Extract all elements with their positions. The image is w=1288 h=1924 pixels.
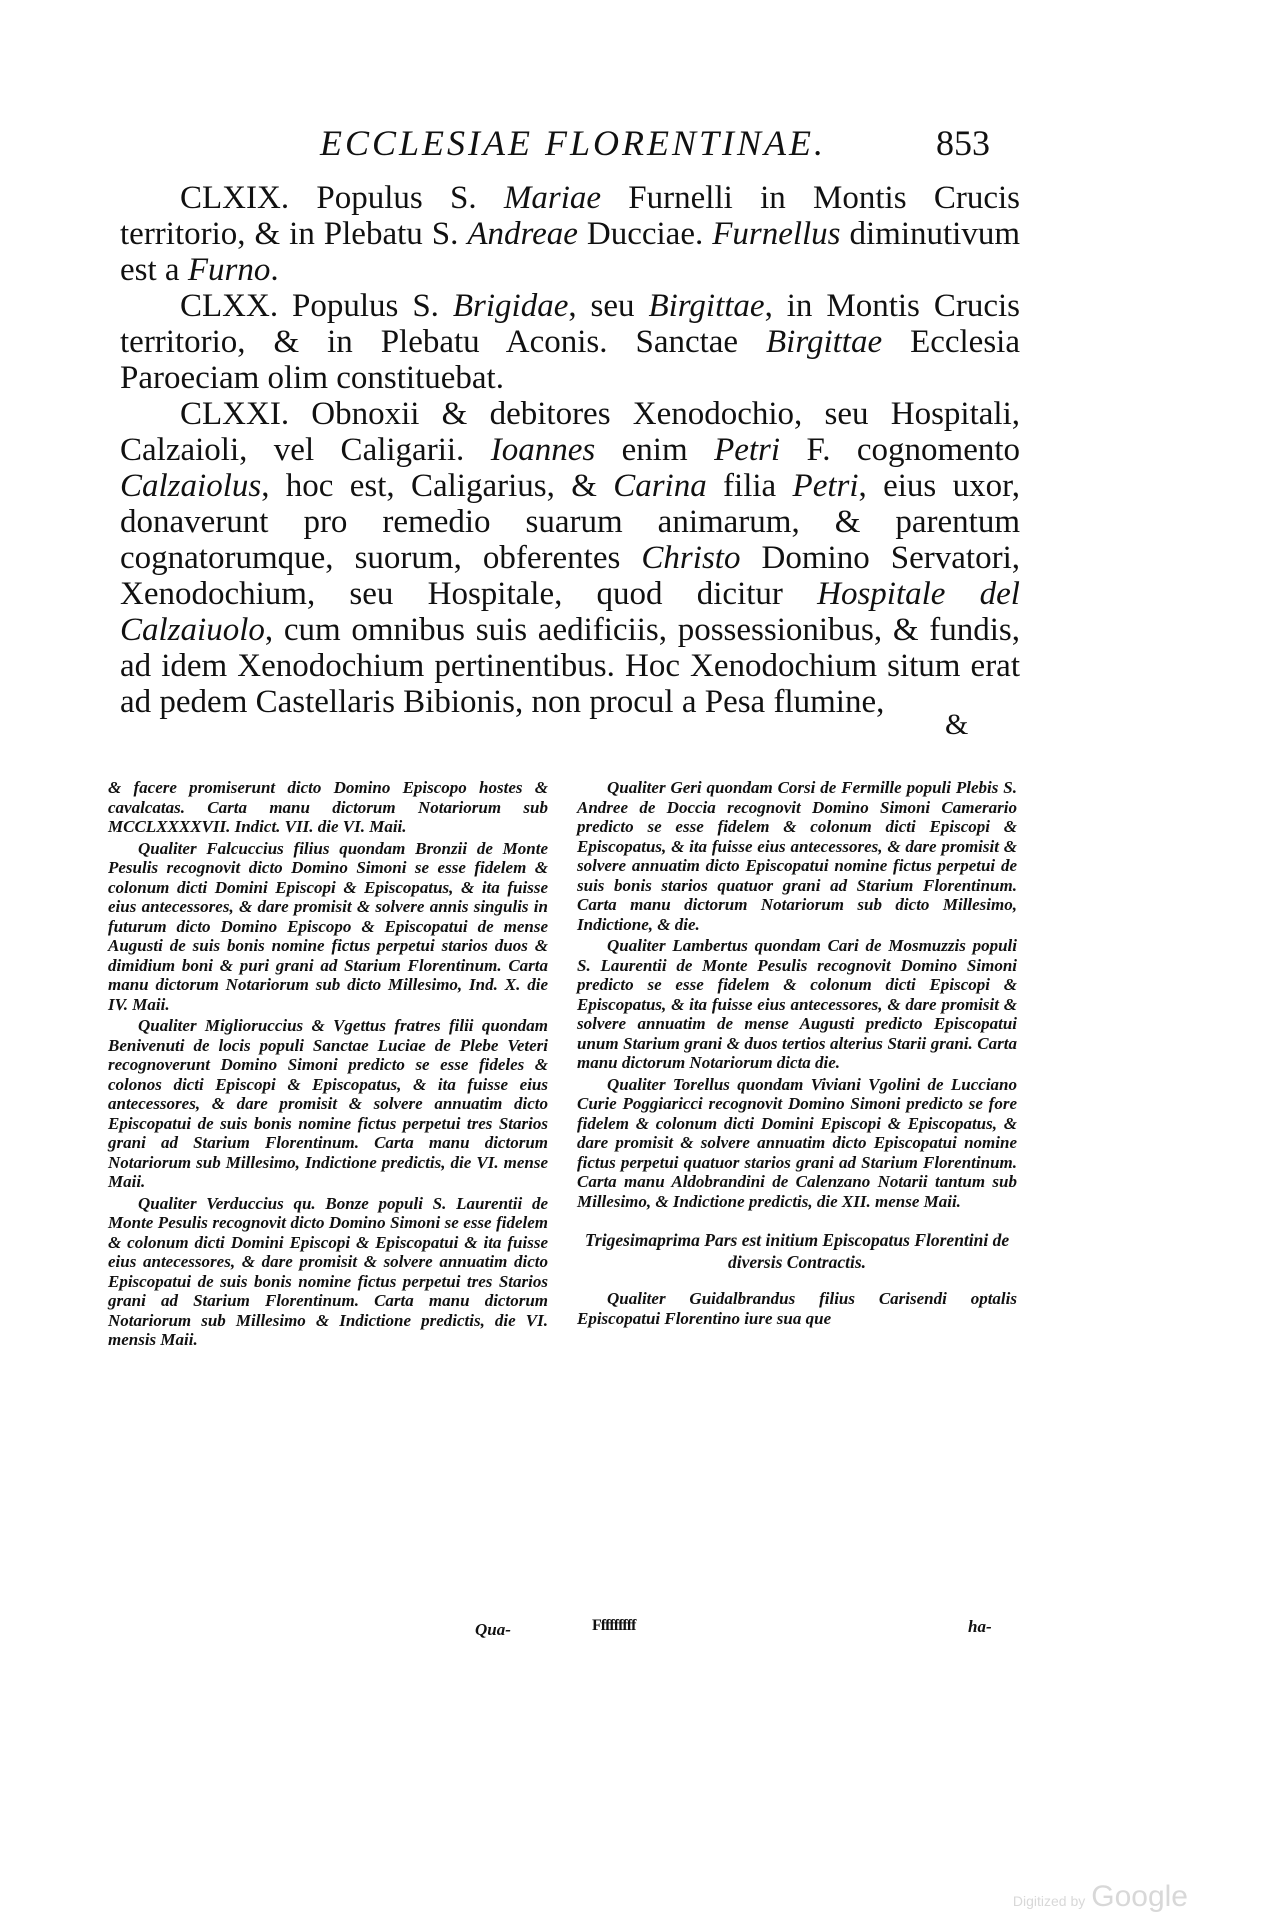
- italic-term: Petri: [792, 468, 859, 504]
- left-note-paragraph: Qualiter Falcuccius filius quondam Bronzii de Monte Pesulis recognovit dicto Domino Simoni se esse fidelem & colonum dicti Domini Episcopi & Episcopatus, & ita fuisse eius antecessores, & dare promisit & solvere annis singulis in futurum dicto Domino Episcopo & Episcopatui de mense Augusti de suis bonis nomine fictus perpetui starios duos & dimidium boni & puri grani ad Starium Florentinum. Carta manu dictorum Notariorum sub dicto Millesimo, Ind. X. die IV. Maii.: [108, 838, 548, 1014]
- watermark-prefix: Digitized by: [1012, 1893, 1086, 1909]
- left-note-paragraph: & facere promiserunt dicto Domino Episcopo hostes & cavalcatas. Carta manu dictorum Notariorum sub MCCLXXXXVII. Indict. VII. die VI. Maii.: [108, 778, 548, 836]
- text-run: Furnelli in Montis Crucis territorio, & in Plebatu S.: [120, 180, 1020, 252]
- text-run: CLXXI. Obnoxii & debitores Xenodochio, seu Hospitali, Calzaioli, vel Caligarii.: [120, 396, 1020, 468]
- italic-term: Petri: [714, 432, 781, 468]
- italic-term: Brigidae: [452, 288, 569, 324]
- right-note-paragraph: Qualiter Guidalbrandus filius Carisendi optalis Episcopatui Florentino iure sua que: [577, 1289, 1017, 1328]
- text-run: , hoc est, Caligarius, &: [261, 468, 614, 504]
- right-note-paragraph: Qualiter Geri quondam Corsi de Fermille populi Plebis S. Andree de Doccia recognovit Domino Simoni Camerario predicto se esse fidelem & colonum dicti Episcopi & Episcopatus, & ita fuisse eius antecessores, & dare promisit & solvere annuatim dicto Episcopatui nomine fictus perpetui de suis bonis starios quatuor grani ad Starium Florentinum. Carta manu dictorum Notariorum sub dicto Millesimo, Indictione, & die.: [577, 778, 1017, 934]
- text-run: , eius uxor, donaverunt pro remedio suarum animarum, & parentum cognatorumque, suorum, obferentes: [120, 468, 1020, 576]
- text-run: , seu: [568, 288, 649, 324]
- entry-clxxi: [120, 396, 1020, 720]
- text-run: F. cognomento: [780, 432, 1021, 468]
- italic-term: Andreae: [467, 216, 578, 252]
- italic-term: Christo: [641, 540, 741, 576]
- text-run: , in Montis Crucis territorio, & in Plebatu Aconis. Sanctae: [120, 288, 1020, 360]
- italic-term: Ioannes: [490, 432, 596, 468]
- page-header: [290, 122, 1000, 172]
- italic-term: Birgittae: [766, 324, 883, 360]
- text-run: , cum omnibus suis aedificiis, possessionibus, & fundis, ad idem Xenodochium pertinentibus. Hoc Xenodochium situm erat ad pedem Castellaris Bibionis, non procul a Pesa flumine,: [120, 612, 1020, 720]
- text-run: enim: [595, 432, 715, 468]
- italic-term: Calzaiolus: [120, 468, 262, 504]
- page-number: 853: [936, 123, 990, 163]
- text-run: Domino Servatori, Xenodochium, seu Hospitale, quod dicitur: [120, 540, 1020, 612]
- main-text: [120, 180, 1020, 720]
- italic-term: Hospitale del Calzaiuolo: [120, 576, 1020, 648]
- entry-clxix: [120, 180, 1020, 288]
- right-bottom-line: Fffffffff: [592, 1617, 636, 1634]
- text-run: .: [270, 252, 279, 288]
- right-catchword: ha-: [968, 1617, 992, 1636]
- left-note-paragraph: Qualiter Miglioruccius & Vgettus fratres filii quondam Benivenuti de locis populi Sanctae Luciae de Plebe Veteri recognoverunt Domino Simoni predicto se esse fideles & colonos dicti Episcopi & Episcopatus, & ita fuisse eius antecessores, & dare promisit & solvere annuatim dicto Episcopatui de suis bonis nomine fictus perpetui tres Starios grani ad Starium Florentinum. Carta manu dictorum Notariorum sub Millesimo, Indictione predictis, die VI. mense Maii.: [108, 1016, 548, 1191]
- left-catchword: Qua-: [475, 1620, 511, 1639]
- text-run: Ducciae.: [577, 216, 713, 252]
- google-logo: Google: [1091, 1880, 1188, 1913]
- italic-term: Mariae: [503, 180, 602, 216]
- text-run: filia: [706, 468, 793, 504]
- italic-term: Birgittae: [648, 288, 765, 324]
- text-run: CLXIX. Populus S.: [180, 180, 504, 216]
- left-note-paragraph: Qualiter Verduccius qu. Bonze populi S. Laurentii de Monte Pesulis recognovit dicto Domino Simoni se esse fidelem & colonum dicti Domini Episcopi & Episcopatui & ita fuisse eius antecessores, & dare promisit & solvere annuatim dicto Episcopatui de suis bonis nomine fictus perpetui tres Starios grani ad Starium Florentinum. Carta manu dictorum Notariorum sub Millesimo & Indictione predictis, die VI. mensis Maii.: [108, 1193, 548, 1349]
- italic-term: Carina: [613, 468, 707, 504]
- main-catchword: &: [945, 708, 969, 741]
- italic-term: Furnellus: [712, 216, 841, 252]
- footnote-column-left: [108, 778, 548, 1352]
- text-run: diminutivum est a: [120, 216, 1020, 288]
- entry-clxx: [120, 288, 1020, 396]
- right-note-paragraph: Qualiter Lambertus quondam Cari de Mosmuzzis populi S. Laurentii de Monte Pesulis recognovit Domino Simoni predicto se esse fidelem & colonum dicti Episcopi & Episcopatus, & ita fuisse eius antecessores, & dare promisit & solvere annuatim de mense Augusti predicto Episcopatui unum Starium grani & duos tertios alterius Starii grani. Carta manu dictorum Notariorum dicta die.: [577, 936, 1017, 1072]
- google-watermark: [1013, 1880, 1188, 1914]
- right-note-paragraph: Qualiter Torellus quondam Viviani Vgolini de Lucciano Curie Poggiaricci recognovit Domino Simoni predicto se fore fidelem & colonum dicti Domini Episcopi & Episcopatus, & dare promisit & solvere annuatim dicto Episcopatui nomine fictus perpetui quatuor starios grani ad Starium Florentinum. Carta manu Aldobrandini de Calenzano Notarii tantum sub Millesimo, & Indictione predictis, die XII. mense Maii.: [577, 1074, 1017, 1211]
- section-heading: Trigesimaprima Pars est initium Episcopatus Florentini de diversis Contractis.: [584, 1230, 1010, 1272]
- text-run: CLXX. Populus S.: [180, 288, 453, 324]
- text-run: Ecclesia Paroeciam olim constituebat.: [120, 324, 1020, 396]
- running-head: ECCLESIAE FLORENTINAE.: [320, 123, 826, 163]
- footnote-column-right: [577, 778, 1017, 1330]
- italic-term: Furno: [187, 252, 271, 288]
